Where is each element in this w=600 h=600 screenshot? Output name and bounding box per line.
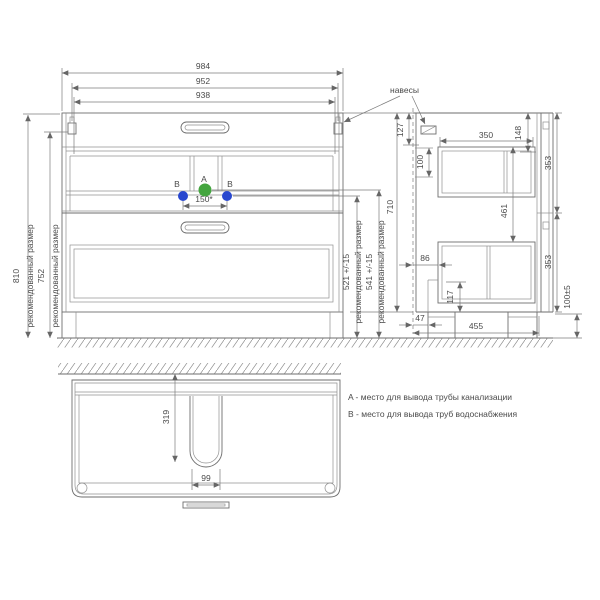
legend-sewage-note: A - место для вывода трубы канализации	[348, 392, 512, 402]
dim-150-label: 150*	[195, 194, 213, 204]
dim-100pm5-label: 100±5	[562, 285, 572, 309]
dim-521-label: 521 +/-15	[341, 253, 351, 291]
front-left-dimensions	[11, 114, 68, 338]
side-bottom-handle	[543, 222, 549, 229]
side-view-drawing	[413, 108, 553, 338]
front-top-dimensions	[62, 61, 343, 154]
dim-541-label: 541 +/-15	[364, 253, 374, 291]
dim-319-label: 319	[161, 409, 171, 425]
marker-b-left-label: B	[174, 179, 180, 189]
water-outlet-marker-b-right	[222, 191, 232, 201]
dim-984-label: 984	[195, 61, 211, 71]
marker-a-label: A	[201, 174, 207, 184]
front-view-drawing	[62, 113, 381, 338]
dim-810-label: 810	[11, 268, 21, 284]
plan-foot-right	[325, 483, 335, 493]
recommended-size-label-810: рекомендованный размер	[25, 224, 35, 328]
front-right-dimensions	[341, 113, 413, 338]
dim-952-label: 952	[195, 76, 211, 86]
legend-water-note: B - место для вывода труб водоснабжения	[348, 409, 518, 419]
side-top-handle	[543, 122, 549, 129]
wall-hatch	[58, 363, 341, 374]
dim-752-label: 752	[36, 268, 46, 284]
recommended-size-label-541: рекомендованный размер	[376, 220, 386, 324]
ground-hatch	[57, 338, 553, 348]
plan-handle	[183, 502, 229, 508]
recommended-size-label-752: рекомендованный размер	[50, 224, 60, 328]
side-hanger-bracket	[421, 126, 436, 134]
dim-455-label: 455	[468, 321, 484, 331]
water-outlet-marker-b-left	[178, 191, 188, 201]
dim-47-label: 47	[415, 313, 425, 323]
dim-86-label: 86	[420, 253, 430, 263]
marker-b-right-label: B	[227, 179, 233, 189]
dim-127-label: 127	[395, 122, 405, 138]
dim-353-top-label: 353	[543, 155, 553, 171]
dim-99-label: 99	[201, 473, 211, 483]
top-drawer-handle	[181, 122, 229, 133]
plan-view-drawing	[58, 363, 341, 508]
plan-foot-left	[77, 483, 87, 493]
dim-117-label: 117	[445, 290, 455, 304]
legend	[348, 392, 517, 419]
dim-353-bottom-label: 353	[543, 254, 553, 270]
dim-461-label: 461	[499, 203, 509, 219]
bottom-drawer-handle	[181, 222, 229, 233]
dim-100-label: 100	[415, 154, 425, 170]
hinges-label: навесы	[390, 85, 419, 95]
dim-938-label: 938	[195, 90, 211, 100]
dim-710-label: 710	[385, 199, 395, 215]
recommended-size-label-521: рекомендованный размер	[353, 220, 363, 324]
dim-148-label: 148	[513, 125, 523, 141]
dim-350-label: 350	[478, 130, 494, 140]
